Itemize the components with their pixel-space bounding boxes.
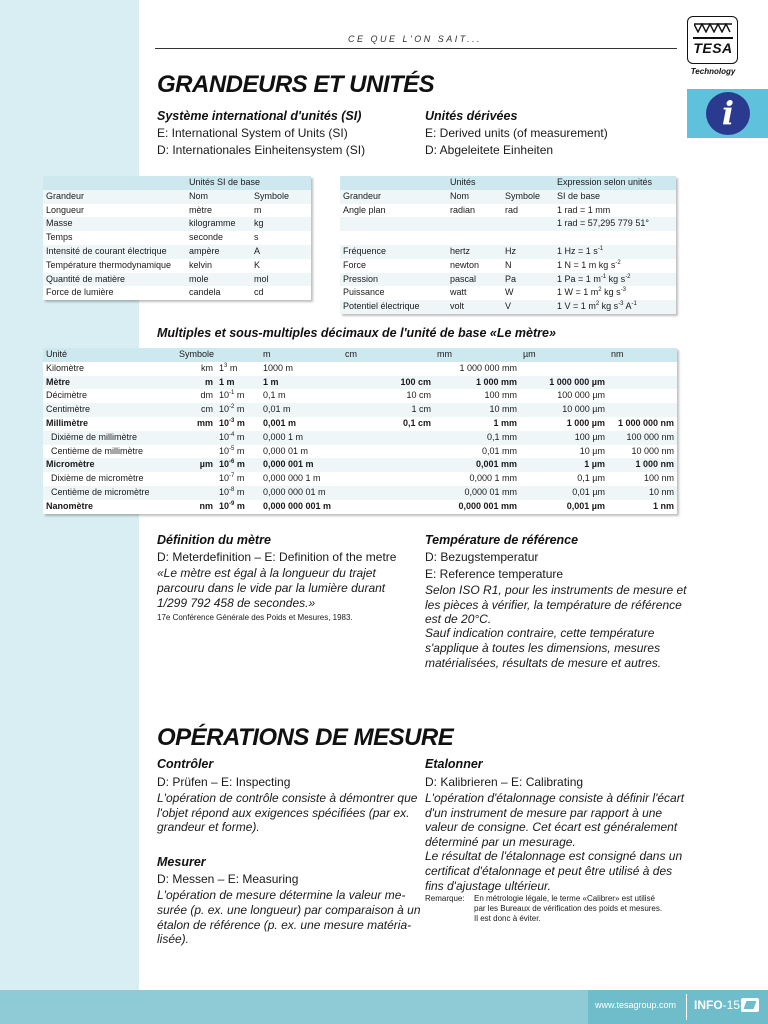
unit-cell: Micromètre bbox=[43, 458, 176, 472]
table-cell: Puissance bbox=[340, 286, 447, 300]
column-header: nm bbox=[608, 348, 677, 362]
exponent: -3 bbox=[618, 301, 624, 308]
metre-cell: 1 m bbox=[260, 376, 342, 390]
unit-cell: Nanomètre bbox=[43, 500, 176, 514]
unit-cell: Centimètre bbox=[43, 403, 176, 417]
ref-temp-body-line: les pièces à vérifier, la température de référence bbox=[425, 598, 682, 612]
table-cell: K bbox=[251, 259, 311, 273]
exponent: -1 bbox=[631, 301, 637, 308]
tesa-logo bbox=[687, 16, 738, 64]
um-cell: 1 000 µm bbox=[520, 417, 608, 431]
symbol-cell: m bbox=[176, 376, 216, 390]
table-cell: Pression bbox=[340, 273, 447, 287]
power-cell: $10^{-7}$ m bbox=[216, 472, 260, 486]
ref-temp-body-line: est de 20°C. bbox=[425, 612, 492, 626]
table-cell bbox=[340, 231, 447, 245]
nm-cell bbox=[608, 389, 677, 403]
table-cell: Hz bbox=[502, 245, 554, 259]
mesurer-translations: D: Messen – E: Measuring bbox=[157, 872, 299, 886]
power-base: 10 bbox=[219, 473, 230, 484]
table-cell: m bbox=[251, 204, 311, 218]
metre-cell: 0,000 001 m bbox=[260, 458, 342, 472]
mm-cell: 0,000 1 mm bbox=[434, 472, 520, 486]
table-cell: 1 V = 1 $m^2$ kg $s^{-3}$ $A^{-1}$ bbox=[554, 300, 676, 314]
etalonner-body-line: valeur de consigne. Cet écart est généralement bbox=[425, 820, 678, 834]
table-cell: Pa bbox=[502, 273, 554, 287]
exponent: -2 bbox=[625, 273, 631, 280]
table-cell: rad bbox=[502, 204, 554, 218]
power-cell: $10^{-6}$ m bbox=[216, 458, 260, 472]
power-cell bbox=[216, 376, 260, 390]
header-kicker: CE QUE L'ON SAIT... bbox=[348, 34, 482, 44]
table-row bbox=[43, 486, 677, 500]
exponent: -3 bbox=[229, 417, 235, 424]
etalonner-body-line: L'opération d'étalonnage consiste à définir l'écart bbox=[425, 791, 685, 805]
power-base: 10 bbox=[219, 431, 230, 442]
um-cell: 100 µm bbox=[520, 431, 608, 445]
table-cell: Température thermodynamique bbox=[43, 259, 186, 273]
table-cell: seconde bbox=[186, 231, 251, 245]
table-cell: Temps bbox=[43, 231, 186, 245]
um-cell: 0,1 µm bbox=[520, 472, 608, 486]
column-header: SI de base bbox=[554, 190, 676, 204]
multiples-table bbox=[43, 348, 677, 514]
nm-cell: 10 nm bbox=[608, 486, 677, 500]
column-header: Nom bbox=[447, 190, 502, 204]
controler-body-line: l'objet répond aux exigences spécifiées (par ex. bbox=[157, 806, 410, 820]
mm-cell: 1 000 mm bbox=[434, 376, 520, 390]
ref-temp-body-line: s'applique à toutes les dimensions, mesures bbox=[425, 641, 661, 655]
table-cell: volt bbox=[447, 300, 502, 314]
power-cell: $1^3$ m bbox=[216, 362, 260, 376]
um-cell: 1 000 000 µm bbox=[520, 376, 608, 390]
metre-cell: 0,001 m bbox=[260, 417, 342, 431]
nm-cell: 1 000 000 nm bbox=[608, 417, 677, 431]
symbol-cell: cm bbox=[176, 403, 216, 417]
mm-cell: 100 mm bbox=[434, 389, 520, 403]
table-cell: pascal bbox=[447, 273, 502, 287]
table-cell bbox=[447, 231, 502, 245]
column-header: Symbole bbox=[502, 190, 554, 204]
cm-cell bbox=[342, 472, 434, 486]
table-row bbox=[43, 403, 677, 417]
controler-body-line: grandeur et forme). bbox=[157, 820, 260, 834]
table-cell: Angle plan bbox=[340, 204, 447, 218]
etalonner-remark-label: Remarque: bbox=[425, 894, 465, 903]
power-base: 1 bbox=[219, 362, 225, 373]
nm-cell: 100 nm bbox=[608, 472, 677, 486]
symbol-cell: mm bbox=[176, 417, 216, 431]
nm-cell bbox=[608, 362, 677, 376]
power-base: 10 bbox=[219, 445, 230, 456]
symbol-cell bbox=[176, 431, 216, 445]
table-cell: A bbox=[251, 245, 311, 259]
table-cell: mètre bbox=[186, 204, 251, 218]
column-header: Nom bbox=[186, 190, 251, 204]
mesurer-body-line: lisée). bbox=[157, 932, 190, 946]
table-group-header: Unités bbox=[447, 176, 554, 190]
table-cell: Potentiel électrique bbox=[340, 300, 447, 314]
um-cell: 0,01 µm bbox=[520, 486, 608, 500]
metre-cell: 0,000 000 001 m bbox=[260, 500, 342, 514]
um-cell: 1 µm bbox=[520, 458, 608, 472]
table-cell bbox=[502, 231, 554, 245]
cm-cell: 0,1 cm bbox=[342, 417, 434, 431]
etalonner-remark-line: Il est donc à éviter. bbox=[474, 914, 541, 923]
table-cell: cd bbox=[251, 286, 311, 300]
symbol-cell: dm bbox=[176, 389, 216, 403]
nm-cell: 1 000 nm bbox=[608, 458, 677, 472]
table-row bbox=[340, 259, 676, 273]
etalonner-body-line: déterminé par un mesurage. bbox=[425, 835, 576, 849]
exponent: -1 bbox=[229, 390, 235, 397]
derived-heading: Unités dérivées bbox=[425, 109, 518, 123]
table-row bbox=[43, 217, 311, 231]
power-base: 10 bbox=[219, 390, 230, 401]
exponent: 3 bbox=[224, 362, 228, 369]
table-cell: Intensité de courant électrique bbox=[43, 245, 186, 259]
mesurer-heading: Mesurer bbox=[157, 855, 206, 869]
metre-cell: 0,000 01 m bbox=[260, 445, 342, 459]
table-row bbox=[43, 231, 311, 245]
table-row bbox=[340, 286, 676, 300]
unit-cell: Décimètre bbox=[43, 389, 176, 403]
nm-cell bbox=[608, 376, 677, 390]
derived-units-table bbox=[340, 176, 676, 314]
table-row bbox=[43, 362, 677, 376]
mm-cell: 0,1 mm bbox=[434, 431, 520, 445]
table-row bbox=[43, 376, 677, 390]
symbol-cell: km bbox=[176, 362, 216, 376]
footer-divider bbox=[686, 994, 687, 1020]
nm-cell: 100 000 nm bbox=[608, 431, 677, 445]
table-cell: mole bbox=[186, 273, 251, 287]
power-base: 10 bbox=[219, 459, 230, 470]
table-cell: Force de lumière bbox=[43, 286, 186, 300]
table-cell bbox=[340, 217, 447, 231]
logo-bar bbox=[693, 37, 733, 39]
table-row bbox=[340, 231, 676, 245]
controler-body-line: L'opération de contrôle consiste à démontrer que bbox=[157, 791, 418, 805]
cm-cell bbox=[342, 445, 434, 459]
cm-cell: 1 cm bbox=[342, 403, 434, 417]
footer-page-number: -15 bbox=[722, 998, 741, 1012]
table-cell: N bbox=[502, 259, 554, 273]
metre-cell: 0,1 m bbox=[260, 389, 342, 403]
table-cell: 1 N = 1 m kg $s^{-2}$ bbox=[554, 259, 676, 273]
metre-def-quote-line: parcouru dans le vide par la lumière durant bbox=[157, 581, 386, 595]
table-row bbox=[43, 445, 677, 459]
unit-cell: Centième de micromètre bbox=[43, 486, 176, 500]
mesurer-body-line: étalon de référence (p. ex. une mesure matéria- bbox=[157, 918, 412, 932]
exponent: -2 bbox=[229, 404, 235, 411]
metre-def-heading: Définition du mètre bbox=[157, 533, 271, 547]
cm-cell bbox=[342, 362, 434, 376]
column-header: mm bbox=[434, 348, 520, 362]
unit-cell: Centième de millimètre bbox=[43, 445, 176, 459]
table-cell: 1 W = 1 $m^2$ kg $s^{-3}$ bbox=[554, 286, 676, 300]
table-cell: Quantité de matière bbox=[43, 273, 186, 287]
table-row bbox=[43, 245, 311, 259]
table-row bbox=[43, 389, 677, 403]
derived-en: E: Derived units (of measurement) bbox=[425, 126, 608, 140]
exponent: -3 bbox=[620, 287, 627, 294]
ref-temp-body-line: matérialisées, résultats de mesure et autres. bbox=[425, 656, 662, 670]
mesurer-body-line: surée (p. ex. une longueur) par comparaison à un bbox=[157, 903, 421, 917]
table-row bbox=[43, 458, 677, 472]
um-cell: 10 µm bbox=[520, 445, 608, 459]
si-base-units-table bbox=[43, 176, 311, 300]
exponent: -5 bbox=[229, 445, 235, 452]
ref-temp-body-line: Sauf indication contraire, cette température bbox=[425, 626, 655, 640]
footer-page-label bbox=[694, 998, 740, 1012]
etalonner-remark-line: En métrologie légale, le terme «Calibrer» est utilisé bbox=[474, 894, 655, 903]
table-cell bbox=[554, 231, 676, 245]
table-row bbox=[43, 500, 677, 514]
logo-subtitle: Technology bbox=[690, 67, 736, 76]
section-title-operations: OPÉRATIONS DE MESURE bbox=[157, 724, 454, 751]
unit-cell: Mètre bbox=[43, 376, 176, 390]
table-row bbox=[340, 217, 676, 231]
table-row bbox=[43, 259, 311, 273]
si-en: E: International System of Units (SI) bbox=[157, 126, 348, 140]
table-cell: kelvin bbox=[186, 259, 251, 273]
metre-cell: 0,000 000 01 m bbox=[260, 486, 342, 500]
cm-cell bbox=[342, 458, 434, 472]
power-base: 10 bbox=[219, 404, 230, 415]
table-row bbox=[340, 204, 676, 218]
etalonner-body-line: Le résultat de l'étalonnage est consigné dans un bbox=[425, 849, 683, 863]
cm-cell: 100 cm bbox=[342, 376, 434, 390]
unit-cell: Millimètre bbox=[43, 417, 176, 431]
table-row bbox=[43, 472, 677, 486]
etalonner-body-line: d'un instrument de mesure par rapport à une bbox=[425, 806, 663, 820]
tesa-mark-icon bbox=[741, 998, 759, 1012]
table-cell: radian bbox=[447, 204, 502, 218]
symbol-cell bbox=[176, 486, 216, 500]
mm-cell: 0,001 mm bbox=[434, 458, 520, 472]
table-cell: V bbox=[502, 300, 554, 314]
multiples-heading: Multiples et sous-multiples décimaux de l'unité de base «Le mètre» bbox=[157, 326, 556, 340]
controler-translations: D: Prüfen – E: Inspecting bbox=[157, 775, 291, 789]
mm-cell: 10 mm bbox=[434, 403, 520, 417]
table-cell: Masse bbox=[43, 217, 186, 231]
cm-cell bbox=[342, 500, 434, 514]
power-base: 10 bbox=[219, 417, 230, 428]
table-cell: 1 rad = 1 mm bbox=[554, 204, 676, 218]
header-rule bbox=[155, 48, 677, 49]
column-header: m bbox=[260, 348, 342, 362]
table-cell: kg bbox=[251, 217, 311, 231]
metre-def-translations: D: Meterdefinition – E: Definition of the metre bbox=[157, 550, 397, 564]
table-cell: W bbox=[502, 286, 554, 300]
symbol-cell bbox=[176, 445, 216, 459]
etalonner-body-line: certificat d'étalonnage et peut être utilisé à des bbox=[425, 864, 673, 878]
table-cell: mol bbox=[251, 273, 311, 287]
table-cell: Fréquence bbox=[340, 245, 447, 259]
mm-cell: 1 000 000 mm bbox=[434, 362, 520, 376]
exponent: -1 bbox=[600, 273, 607, 280]
etalonner-remark-line: par les Bureaux de vérification des poids et mesures. bbox=[474, 904, 663, 913]
metre-def-quote-line: 1/299 792 458 de secondes.» bbox=[157, 596, 316, 610]
table-cell: ampère bbox=[186, 245, 251, 259]
um-cell: 0,001 µm bbox=[520, 500, 608, 514]
footer-info-label: INFO bbox=[694, 998, 723, 1012]
table-cell: s bbox=[251, 231, 311, 245]
exponent: -9 bbox=[229, 500, 235, 507]
table-cell: watt bbox=[447, 286, 502, 300]
ref-temp-de: D: Bezugstemperatur bbox=[425, 550, 539, 564]
table-cell bbox=[502, 217, 554, 231]
derived-de: D: Abgeleitete Einheiten bbox=[425, 143, 554, 157]
mm-cell: 1 mm bbox=[434, 417, 520, 431]
cm-cell bbox=[342, 431, 434, 445]
table-row bbox=[340, 273, 676, 287]
exponent: -7 bbox=[229, 473, 235, 480]
mesurer-body-line: L'opération de mesure détermine la valeur me- bbox=[157, 888, 406, 902]
unit-cell: Dixième de micromètre bbox=[43, 472, 176, 486]
table-row bbox=[43, 273, 311, 287]
exponent: -6 bbox=[229, 459, 235, 466]
nm-cell: 10 000 nm bbox=[608, 445, 677, 459]
etalonner-body-line: fins d'ajustage ultérieur. bbox=[425, 879, 551, 893]
table-group-header: Expression selon unités bbox=[554, 176, 676, 190]
power-base: 10 bbox=[219, 486, 230, 497]
etalonner-translations: D: Kalibrieren – E: Calibrating bbox=[425, 775, 584, 789]
table-cell: 1 Pa = 1 $m^{-1}$ kg $s^{-2}$ bbox=[554, 273, 676, 287]
mm-cell: 0,000 01 mm bbox=[434, 486, 520, 500]
table-cell bbox=[447, 217, 502, 231]
cm-cell: 10 cm bbox=[342, 389, 434, 403]
table-cell: 1 Hz = 1 $s^{-1}$ bbox=[554, 245, 676, 259]
metre-cell: 0,01 m bbox=[260, 403, 342, 417]
table-header-row bbox=[43, 348, 677, 362]
info-tile bbox=[687, 89, 768, 138]
symbol-cell: µm bbox=[176, 458, 216, 472]
metre-def-quote-line: «Le mètre est égal à la longueur du trajet bbox=[157, 566, 376, 580]
exponent: -2 bbox=[615, 259, 621, 266]
exponent: 2 bbox=[598, 287, 602, 294]
cm-cell bbox=[342, 486, 434, 500]
column-header: Unité bbox=[43, 348, 176, 362]
table-header-row bbox=[340, 176, 676, 190]
symbol-cell: nm bbox=[176, 500, 216, 514]
si-heading: Système international d'unités (SI) bbox=[157, 109, 362, 123]
logo-zigzag-icon bbox=[694, 23, 732, 33]
mm-cell: 0,000 001 mm bbox=[434, 500, 520, 514]
ref-temp-heading: Température de référence bbox=[425, 533, 579, 547]
table-cell: candela bbox=[186, 286, 251, 300]
power-cell: $10^{-2}$ m bbox=[216, 403, 260, 417]
metre-def-source: 17e Conférence Générale des Poids et Mesures, 1983. bbox=[157, 613, 353, 622]
unit-cell: Kilomètre bbox=[43, 362, 176, 376]
logo-text: TESA bbox=[693, 40, 733, 56]
metre-cell: 0,000 1 m bbox=[260, 431, 342, 445]
table-row bbox=[43, 286, 311, 300]
controler-heading: Contrôler bbox=[157, 757, 214, 771]
power-base: 10 bbox=[219, 500, 230, 511]
si-de: D: Internationales Einheitensystem (SI) bbox=[157, 143, 366, 157]
exponent: 2 bbox=[595, 301, 600, 308]
power-cell: $10^{-5}$ m bbox=[216, 445, 260, 459]
table-cell: kilogramme bbox=[186, 217, 251, 231]
ref-temp-body-line: Selon ISO R1, pour les instruments de mesure et bbox=[425, 583, 687, 597]
column-header: Symbole bbox=[176, 348, 260, 362]
power-cell: $10^{-9}$ m bbox=[216, 500, 260, 514]
column-header: Grandeur bbox=[340, 190, 447, 204]
table-cell: Force bbox=[340, 259, 447, 273]
power-cell: $10^{-3}$ m bbox=[216, 417, 260, 431]
metre-cell: 1000 m bbox=[260, 362, 342, 376]
metre-cell: 0,000 000 1 m bbox=[260, 472, 342, 486]
column-header: µm bbox=[520, 348, 608, 362]
table-header-row bbox=[340, 190, 676, 204]
info-icon: i bbox=[706, 92, 750, 135]
etalonner-heading: Etalonner bbox=[425, 757, 483, 771]
um-cell: 100 000 µm bbox=[520, 389, 608, 403]
exponent: -4 bbox=[229, 431, 235, 438]
column-header: cm bbox=[342, 348, 434, 362]
exponent: -8 bbox=[229, 486, 235, 493]
table-row bbox=[340, 300, 676, 314]
table-group-header: Unités SI de base bbox=[186, 176, 311, 190]
table-row bbox=[340, 245, 676, 259]
table-row bbox=[43, 204, 311, 218]
symbol-cell bbox=[176, 472, 216, 486]
nm-cell: 1 nm bbox=[608, 500, 677, 514]
table-cell: Longueur bbox=[43, 204, 186, 218]
table-cell: newton bbox=[447, 259, 502, 273]
ref-temp-en: E: Reference temperature bbox=[425, 567, 564, 581]
power-base: 1 m bbox=[219, 376, 235, 387]
table-row bbox=[43, 417, 677, 431]
section-title-grandeurs: GRANDEURS ET UNITÉS bbox=[157, 71, 435, 98]
mm-cell: 0,01 mm bbox=[434, 445, 520, 459]
um-cell: 10 000 µm bbox=[520, 403, 608, 417]
exponent: -1 bbox=[597, 245, 604, 252]
column-header: Grandeur bbox=[43, 190, 186, 204]
table-header-row bbox=[43, 190, 311, 204]
power-cell: $10^{-8}$ m bbox=[216, 486, 260, 500]
unit-cell: Dixième de millimètre bbox=[43, 431, 176, 445]
footer-url-link[interactable]: www.tesagroup.com bbox=[595, 1000, 677, 1010]
um-cell bbox=[520, 362, 608, 376]
table-header-row bbox=[43, 176, 311, 190]
table-row bbox=[43, 431, 677, 445]
column-header: Symbole bbox=[251, 190, 311, 204]
power-cell: $10^{-4}$ m bbox=[216, 431, 260, 445]
table-cell: 1 rad = 57,295 779 51° bbox=[554, 217, 676, 231]
power-cell: $10^{-1}$ m bbox=[216, 389, 260, 403]
table-cell: hertz bbox=[447, 245, 502, 259]
nm-cell bbox=[608, 403, 677, 417]
